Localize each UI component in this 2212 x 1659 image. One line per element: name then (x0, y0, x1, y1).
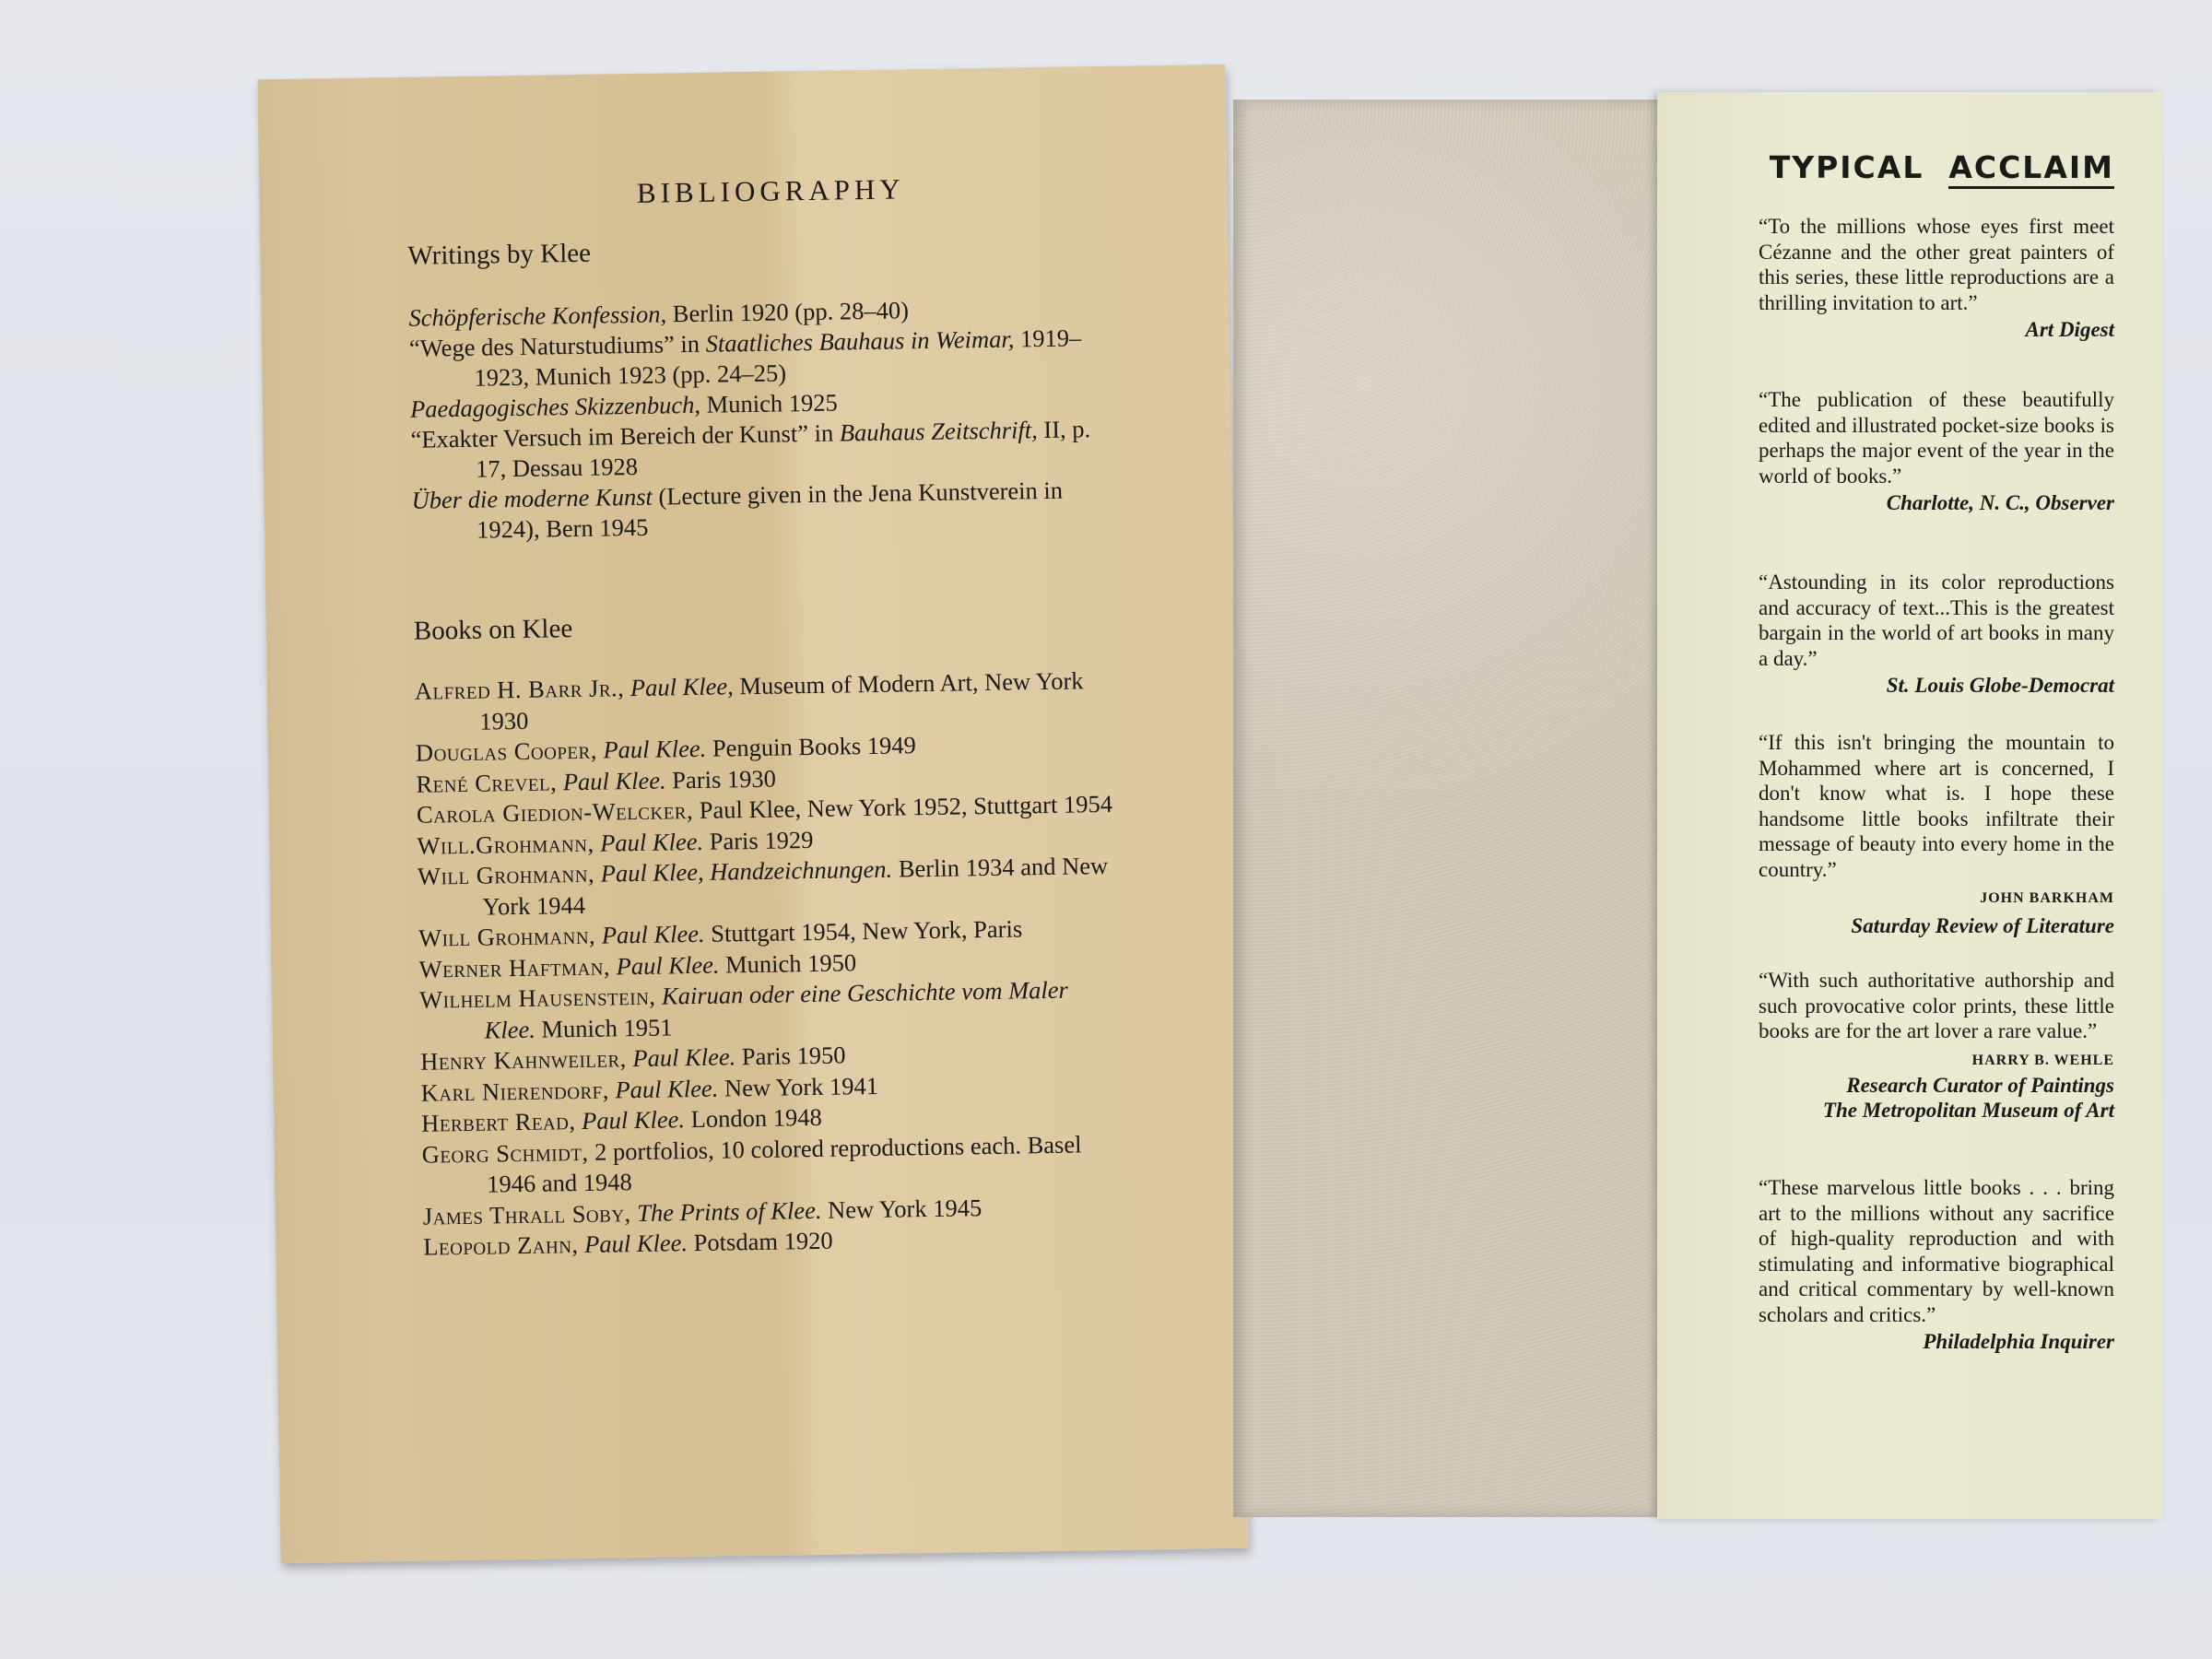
acclaim-flap (1657, 92, 2162, 1519)
book-entry: Carola Giedion-Welcker, Paul Klee, New York 1952, Stuttgart 1954 (416, 789, 1113, 829)
bibliography-page (257, 65, 1248, 1563)
quote-source: Philadelphia Inquirer (1923, 1330, 2114, 1353)
page-title: BIBLIOGRAPHY (636, 172, 906, 209)
book-entry: Karl Nierendorf, Paul Klee. New York 1941 (420, 1071, 879, 1107)
writing-entry: Paedagogisches Skizzenbuch, Munich 1925 (409, 388, 838, 423)
book-entry: Alfred H. Barr Jr., Paul Klee, Museum of Modern Art, New York 1930 (414, 666, 1084, 735)
quote-block (1759, 387, 2114, 516)
quote-source: St. Louis Globe-Democrat (1886, 674, 2114, 697)
book-entry: Leopold Zahn, Paul Klee. Potsdam 1920 (423, 1226, 833, 1261)
book-entry: Will Grohmann, Paul Klee. Stuttgart 1954, New York, Paris (418, 914, 1023, 952)
quote-block (1759, 1175, 2114, 1355)
quote-source: Saturday Review of Literature (1851, 913, 2114, 937)
book-entry: Wilhelm Hausenstein, Kairuan oder eine Geschichte vom Maler Klee. Munich 1951 (418, 975, 1069, 1044)
book-entry: Henry Kahnweiler, Paul Klee. Paris 1950 (419, 1041, 846, 1076)
quote-source-line-2: The Metropolitan Museum of Art (1822, 1099, 2114, 1122)
quote-person: HARRY B. WEHLE (1971, 1052, 2114, 1068)
quote-text: “To the millions whose eyes first meet Cézanne and the other great painters of this series, these little reproductions are a thrilling invitation to art.” (1759, 215, 2114, 314)
quote-block (1759, 214, 2114, 343)
quote-person: JOHN BARKHAM (1980, 890, 2114, 906)
quote-source: Charlotte, N. C., Observer (1886, 491, 2114, 514)
quote-text: “If this isn't bringing the mountain to Mohammed where art is concerned, I don't know what is. I hope these handsome little books infiltrate their message of beauty into every home in the country.” (1759, 731, 2114, 881)
books-heading: Books on Klee (413, 614, 573, 646)
quote-block (1759, 570, 2114, 699)
writings-heading: Writings by Klee (407, 238, 592, 271)
book-entry: René Crevel, Paul Klee. Paris 1930 (416, 764, 777, 798)
book-entry: James Thrall Soby, The Prints of Klee. New York 1945 (422, 1193, 982, 1230)
writings-list (408, 292, 1112, 547)
book-entry: Georg Schmidt, 2 portfolios, 10 colored reproductions each. Basel 1946 and 1948 (421, 1129, 1082, 1198)
quote-source: Research Curator of Paintings (1846, 1074, 2114, 1097)
book-entry: Douglas Cooper, Paul Klee. Penguin Books 1949 (415, 731, 916, 767)
quote-text: “With such authoritative authorship and such provocative color prints, these little books are for the art lover a rare value.” (1759, 969, 2114, 1042)
quote-block (1759, 968, 2114, 1123)
acclaim-heading: TYPICAL ACCLAIM (1770, 149, 2114, 185)
writing-entry: Schöpferische Konfession, Berlin 1920 (pp. 28–40) (408, 296, 910, 332)
quote-block (1759, 730, 2114, 938)
writing-entry: “Wege des Naturstudiums” in Staatliches Bauhaus in Weimar, 1919–1923, Munich 1923 (pp. 24–25) (408, 324, 1082, 392)
book-entry: Werner Haftman, Paul Klee. Munich 1950 (418, 947, 857, 983)
book-entry: Will.Grohmann, Paul Klee. Paris 1929 (417, 825, 814, 860)
books-list (415, 665, 1124, 1263)
writing-entry: “Exakter Versuch im Bereich der Kunst” in Bauhaus Zeitschrift, II, p. 17, Dessau 1928 (410, 415, 1091, 483)
quote-text: “The publication of these beautifully edited and illustrated pocket-size books is perhaps the major event of the year in the world of books.” (1759, 388, 2114, 488)
book-entry: Will Grohmann, Paul Klee, Handzeichnungen. Berlin 1934 and New York 1944 (417, 851, 1109, 921)
quote-source: Art Digest (2025, 318, 2114, 341)
writing-entry: Über die moderne Kunst (Lecture given in the Jena Kunstverein in 1924), Bern 1945 (411, 476, 1064, 544)
quote-text: “Astounding in its color reproductions and accuracy of text...This is the greatest bargain in the world of art books in many a day.” (1759, 571, 2114, 670)
quote-text: “These marvelous little books . . . bring art to the millions without any sacrifice of high-quality reproduction and with stimulating and informative biographical and critical commentary by well-known scholars and critics.” (1759, 1176, 2114, 1326)
endpaper (1233, 100, 1657, 1517)
book-entry: Herbert Read, Paul Klee. London 1948 (420, 1102, 822, 1137)
